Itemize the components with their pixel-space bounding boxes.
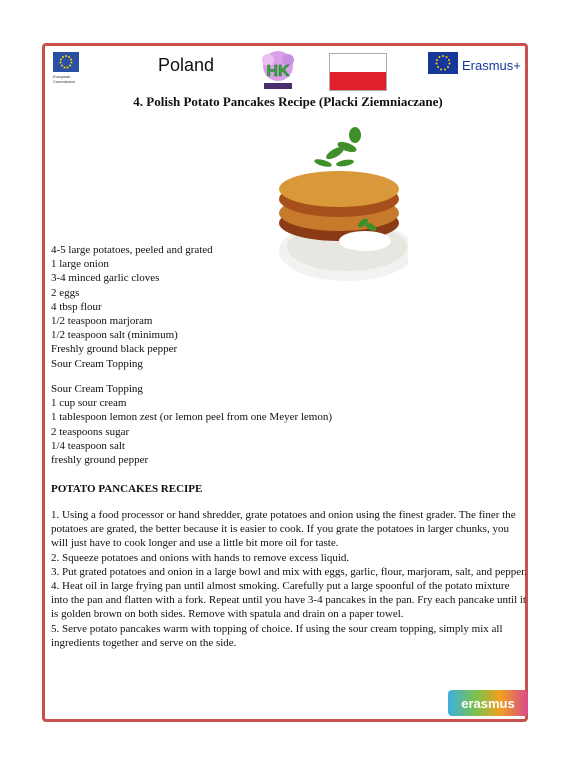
recipe-step: 2. Squeeze potatoes and onions with hands to remove excess liquid. — [51, 551, 350, 564]
topping-item: freshly ground pepper — [51, 454, 149, 467]
erasmus-plus-text: Erasmus+ — [462, 58, 521, 73]
recipe-step: 1. Using a food processor or hand shredder, grate potatoes and onion using the finest grader. The finer the potatoes are grated, the better because it is easier to cook. If you grate the potatoes in larger chunks, you will just have to cook longer and use a little bit more oil for taste. — [51, 509, 516, 550]
topping-heading: Sour Cream Topping — [51, 383, 143, 395]
poland-flag-icon — [329, 53, 387, 91]
ingredient-item: Sour Cream Topping — [51, 357, 143, 370]
header — [50, 48, 530, 94]
topping-item: 1 tablespoon lemon zest (or lemon peel from one Meyer lemon) — [51, 411, 333, 424]
eu-caption — [53, 74, 113, 84]
country-label: Poland — [158, 55, 215, 75]
club-logo — [258, 50, 298, 92]
topping-item: 1 cup sour cream — [51, 397, 127, 410]
ingredients-list — [51, 243, 213, 371]
ingredient-item: 1/2 teaspoon salt (minimum) — [51, 329, 178, 342]
recipe-step: 4. Heat oil in large frying pan until almost smoking. Carefully put a large spoonful of the potato mixture into the pan and flatten with a fork. Repeat until you have 3-4 pancakes in the pan. Fry each pancake until it is golden brown on both sides. Remove with spatula and drain on a paper towel. — [51, 580, 526, 621]
ingredient-item: 3-4 minced garlic cloves — [51, 272, 160, 285]
topping-list — [51, 382, 332, 467]
eu-flag-icon — [428, 52, 458, 74]
erasmus-plus-logo — [428, 52, 532, 84]
eu-caption-line2: Commission — [53, 79, 76, 84]
erasmus-footer-logo — [448, 688, 528, 718]
european-commission-logo — [53, 52, 113, 92]
ingredient-item: 4-5 large potatoes, peeled and grated — [51, 244, 213, 256]
club-logo-text: HK — [266, 63, 290, 80]
ingredient-item: 1 large onion — [51, 258, 109, 271]
recipe-step: 5. Serve potato pancakes warm with topping of choice. If using the sour cream topping, simply mix all ingredients together and serve on the side. — [51, 622, 503, 649]
ingredient-item: 2 eggs — [51, 286, 80, 299]
eu-flag-icon — [53, 52, 79, 72]
recipe-steps — [51, 508, 527, 650]
topping-item: 1/4 teaspoon salt — [51, 439, 125, 452]
erasmus-footer-text: erasmus — [461, 696, 515, 711]
recipe-section-heading: POTATO PANCAKES RECIPE — [51, 483, 203, 495]
eu-caption-line1: European — [53, 74, 71, 79]
recipe-title: 4. Polish Potato Pancakes Recipe (Placki Ziemniaczane) — [133, 94, 443, 109]
ingredient-item: 4 tbsp flour — [51, 300, 102, 313]
ingredient-item: 1/2 teaspoon marjoram — [51, 315, 153, 328]
recipe-step: 3. Put grated potatoes and onion in a large bowl and mix with eggs, garlic, flour, marjoram, salt, and pepper. — [51, 565, 527, 578]
potato-pancakes-photo — [275, 123, 408, 295]
topping-item: 2 teaspoons sugar — [51, 425, 130, 438]
ingredient-item: Freshly ground black pepper — [51, 343, 178, 356]
